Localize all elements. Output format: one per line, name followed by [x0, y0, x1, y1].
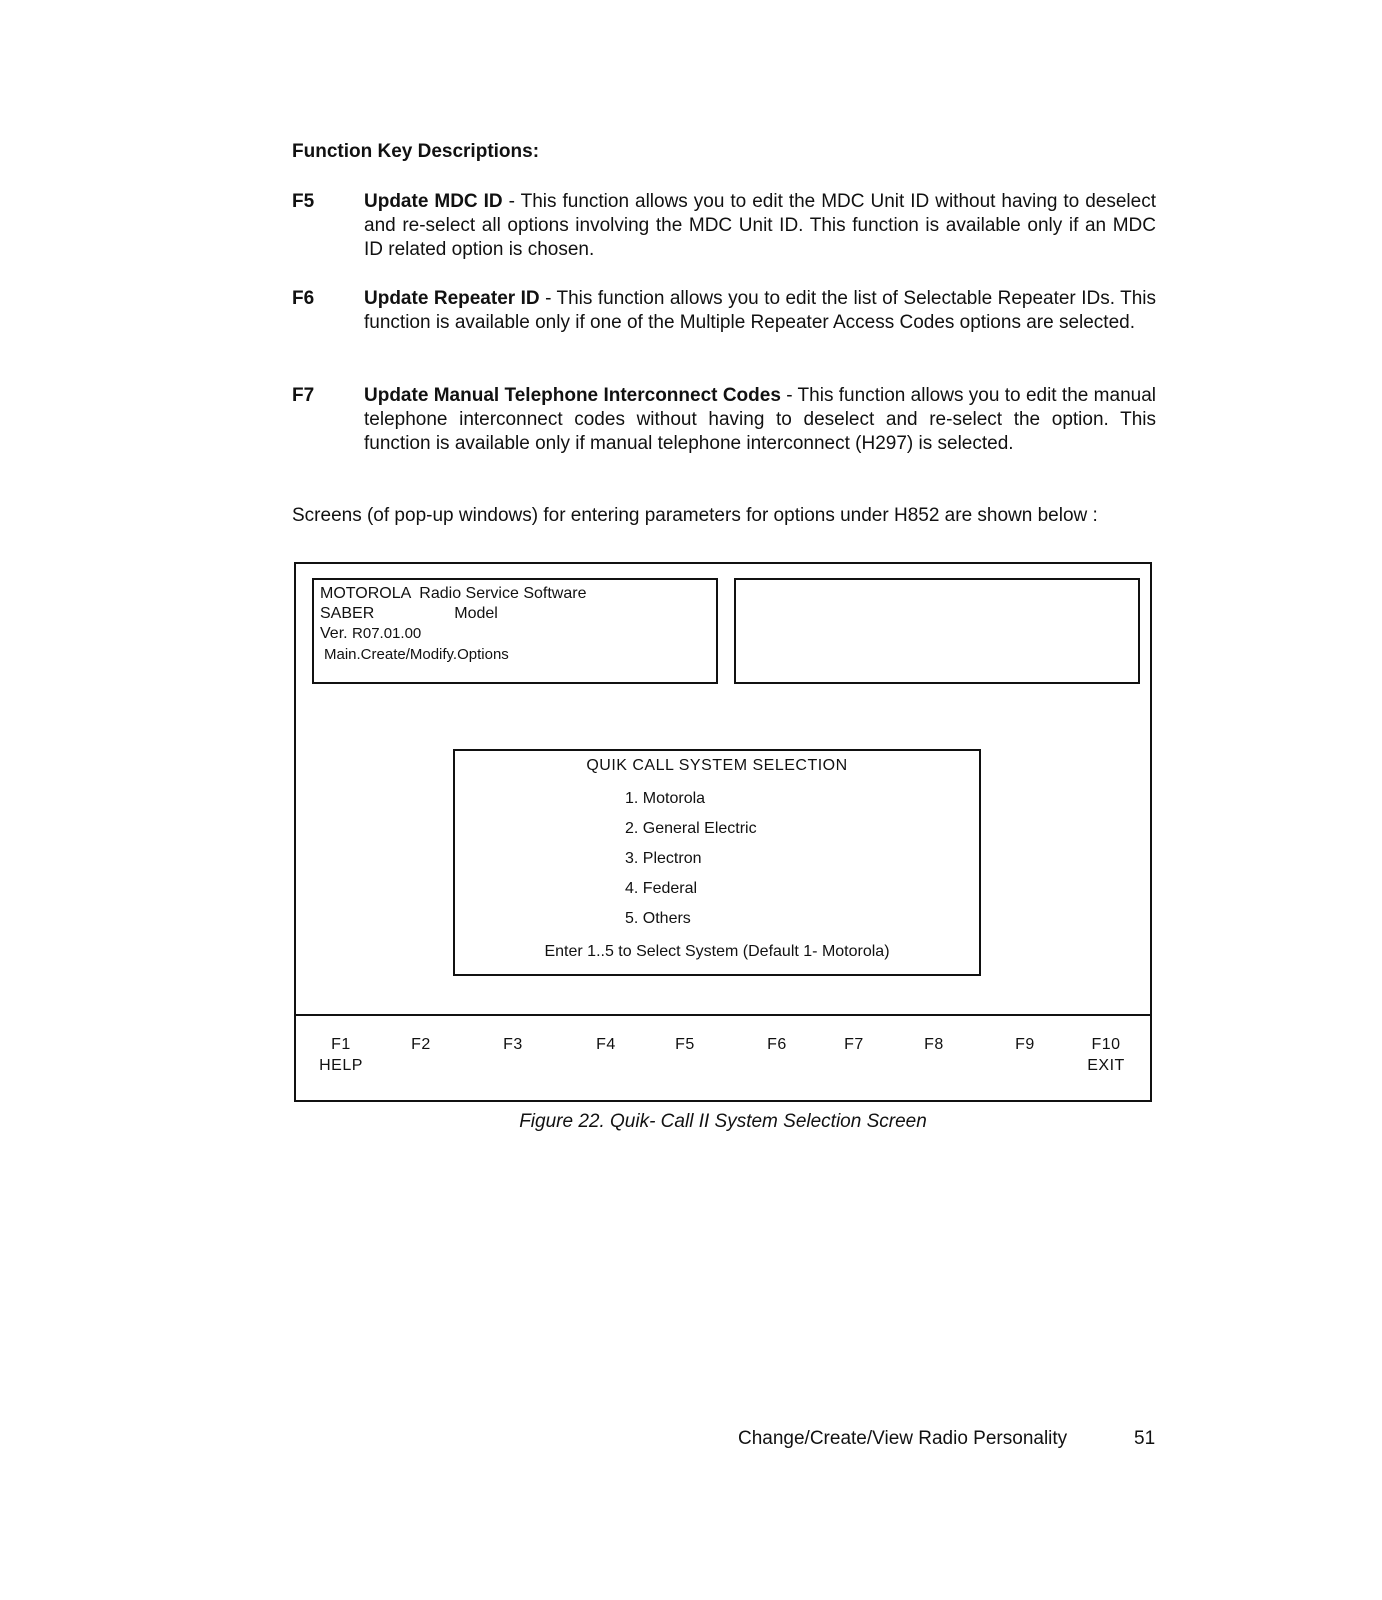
key-name: F5	[675, 1036, 695, 1053]
figure-caption: Figure 22. Quik- Call II System Selection Screen	[519, 1111, 927, 1132]
f4-key[interactable]	[576, 1034, 636, 1055]
system-option-motorola[interactable]: 1. Motorola	[625, 790, 706, 807]
key-name: F1	[331, 1036, 351, 1053]
f3-key[interactable]	[483, 1034, 543, 1055]
f1-help-key[interactable]	[311, 1034, 371, 1076]
header-model-line: SABER Model	[320, 605, 498, 622]
function-key-description	[364, 190, 1156, 262]
function-key-text: - This function allows you to edit the MDC Unit ID without having to deselect and re-select all options involving the MDC Unit ID. This function is available only if an MDC ID related option is chosen.	[364, 191, 1156, 260]
menu-path: Main.Create/Modify.Options	[324, 646, 509, 663]
quik-call-selection-dialog	[453, 749, 981, 976]
f5-key[interactable]	[655, 1034, 715, 1055]
function-key-label: F5	[292, 191, 315, 212]
intro-text: Screens (of pop-up windows) for entering parameters for options under H852 are shown below :	[292, 505, 1098, 526]
page-heading: Function Key Descriptions:	[292, 141, 540, 162]
system-option-plectron[interactable]: 3. Plectron	[625, 850, 702, 867]
system-option-general-electric[interactable]: 2. General Electric	[625, 820, 757, 837]
function-key-text: - This function allows you to edit the list of Selectable Repeater IDs. This function is available only if one of the Multiple Repeater Access Codes options are selected.	[364, 288, 1156, 333]
header-product-line: MOTOROLA Radio Service Software	[320, 585, 587, 602]
key-name: F8	[924, 1036, 944, 1053]
function-key-text: - This function allows you to edit the manual telephone interconnect codes without having to deselect and re-select the option. This function is available only if manual telephone interconnect (H297) is selected.	[364, 385, 1156, 454]
version-label: Ver.	[320, 625, 348, 642]
header-version-line	[320, 624, 710, 644]
function-key-description	[364, 287, 1156, 335]
system-option-list	[625, 789, 757, 939]
function-key-label: F6	[292, 288, 315, 309]
f7-key[interactable]	[824, 1034, 884, 1055]
f6-key[interactable]	[747, 1034, 807, 1055]
f2-key[interactable]	[391, 1034, 451, 1055]
version-value: R07.01.00	[352, 625, 422, 642]
screen-mockup	[294, 562, 1152, 1102]
footer-section-title: Change/Create/View Radio Personality	[738, 1428, 1068, 1449]
system-option-others[interactable]: 5. Others	[625, 910, 691, 927]
function-key-title: Update Repeater ID	[364, 288, 540, 309]
key-name: F9	[1015, 1036, 1035, 1053]
status-panel	[734, 578, 1140, 684]
f8-key[interactable]	[904, 1034, 964, 1055]
key-label: HELP	[319, 1057, 363, 1074]
function-key-title: Update MDC ID	[364, 191, 503, 212]
key-name: F3	[503, 1036, 523, 1053]
f10-exit-key[interactable]	[1076, 1034, 1136, 1076]
function-key-label: F7	[292, 385, 315, 406]
function-key-bar	[296, 1014, 1150, 1104]
function-key-description	[364, 384, 1156, 456]
header-panel	[312, 578, 718, 684]
key-name: F4	[596, 1036, 616, 1053]
key-name: F2	[411, 1036, 431, 1053]
dialog-title: QUIK CALL SYSTEM SELECTION	[586, 757, 848, 774]
key-label: EXIT	[1087, 1057, 1125, 1074]
function-key-title: Update Manual Telephone Interconnect Codes	[364, 385, 781, 406]
f9-key[interactable]	[995, 1034, 1055, 1055]
page-number: 51	[1134, 1428, 1156, 1449]
key-name: F10	[1091, 1036, 1121, 1053]
key-name: F6	[767, 1036, 787, 1053]
key-name: F7	[844, 1036, 864, 1053]
system-option-federal[interactable]: 4. Federal	[625, 880, 698, 897]
selection-prompt: Enter 1..5 to Select System (Default 1- Motorola)	[544, 943, 890, 960]
